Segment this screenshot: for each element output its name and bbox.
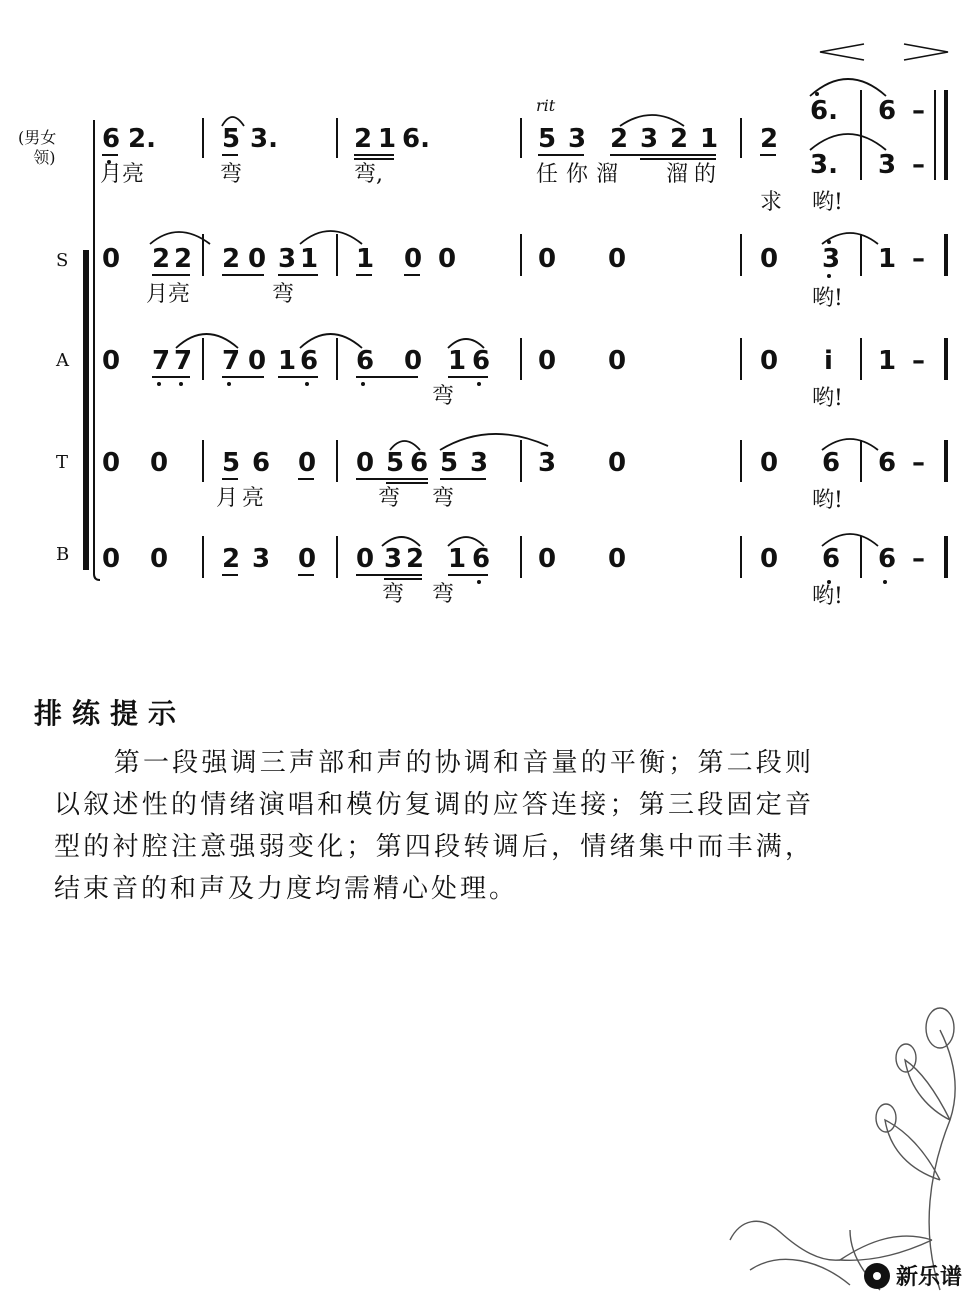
note: 0	[356, 448, 375, 478]
lyric: 弯	[432, 582, 455, 607]
note: 0	[102, 544, 121, 574]
note: 6	[356, 346, 375, 376]
note: –	[912, 96, 925, 126]
lyric: 溜的	[666, 162, 723, 187]
lyric: 弯,	[354, 162, 383, 187]
note: 6	[410, 448, 429, 478]
note: 0	[538, 244, 557, 274]
note: 0	[102, 346, 121, 376]
note: 3	[878, 150, 897, 180]
note: 3	[278, 244, 297, 274]
note: 6	[252, 448, 271, 478]
final-barline	[944, 440, 948, 482]
part-label-t: T	[56, 452, 69, 473]
lyric: 哟!	[812, 286, 843, 311]
note: –	[912, 150, 925, 180]
note: 0	[760, 448, 779, 478]
note: 2	[174, 244, 193, 274]
lyric: 哟!	[812, 386, 843, 411]
barline	[860, 90, 862, 180]
tips-heading: 排练提示	[34, 697, 187, 730]
note: 6	[300, 346, 319, 376]
lyric: 任你溜	[536, 162, 627, 187]
slur	[150, 232, 210, 244]
note: 0	[404, 346, 423, 376]
note: 5	[222, 124, 241, 154]
note: 0	[538, 346, 557, 376]
note: 0	[404, 244, 423, 274]
note: 0	[102, 448, 121, 478]
barline	[860, 234, 862, 276]
note: 0	[608, 448, 627, 478]
note: 2	[222, 544, 241, 574]
note: 5	[222, 448, 241, 478]
lyric: 弯	[432, 384, 455, 409]
lyric: 哟!	[812, 584, 843, 609]
note: 2	[610, 124, 629, 154]
note: 2	[670, 124, 689, 154]
dynamics-marks	[814, 40, 954, 64]
barline	[860, 536, 862, 578]
barline	[336, 338, 338, 380]
final-barline	[934, 90, 936, 180]
lead-label: (男女 领)	[18, 128, 57, 167]
note: 0	[150, 544, 169, 574]
part-label-s: S	[56, 250, 69, 271]
lyric: 弯	[220, 162, 243, 187]
note: –	[912, 346, 925, 376]
note: 2	[760, 124, 779, 154]
note: 2	[222, 244, 241, 274]
note: 1	[878, 244, 897, 274]
barline	[202, 234, 204, 276]
note: 6	[102, 124, 121, 154]
final-barline	[944, 90, 948, 180]
note: 0	[356, 544, 375, 574]
note: 1	[378, 124, 397, 154]
slur	[810, 79, 886, 96]
barline	[336, 536, 338, 578]
note: 0	[150, 448, 169, 478]
note: 0	[760, 244, 779, 274]
lyric: 求	[760, 190, 783, 215]
watermark-text: 新乐谱	[895, 1265, 962, 1290]
note: 6	[878, 448, 897, 478]
note: 0	[438, 244, 457, 274]
barline	[740, 440, 742, 482]
barline	[202, 338, 204, 380]
note: 1	[356, 244, 375, 274]
barline	[520, 338, 522, 380]
note: –	[912, 448, 925, 478]
note: 0	[298, 544, 317, 574]
note: 0	[298, 448, 317, 478]
rit-mark: rit	[536, 96, 556, 115]
note: 0	[608, 346, 627, 376]
note: 6.	[810, 96, 838, 126]
note: 3	[384, 544, 403, 574]
barline	[740, 234, 742, 276]
final-barline	[944, 536, 948, 578]
note: 2.	[128, 124, 156, 154]
note: 6	[472, 544, 491, 574]
note: 0	[608, 544, 627, 574]
barline	[336, 234, 338, 276]
slur	[810, 134, 886, 150]
lyric: 月亮	[100, 162, 145, 187]
note: 1	[448, 544, 467, 574]
note: 6.	[402, 124, 430, 154]
barline	[336, 440, 338, 482]
barline	[520, 536, 522, 578]
note: i	[824, 346, 833, 376]
barline	[202, 536, 204, 578]
tips-paragraph: 第一段强调三声部和声的协调和音量的平衡；第二段则以叙述性的情绪演唱和模仿复调的应答连接；第三段固定音型的衬腔注意强弱变化；第四段转调后，情绪集中而丰满，结束音的和声及力度均需精心处理。	[54, 748, 814, 904]
note: 7	[222, 346, 241, 376]
note: –	[912, 544, 925, 574]
barline	[740, 118, 742, 158]
note: 1	[700, 124, 719, 154]
note: 0	[608, 244, 627, 274]
note: 7	[152, 346, 171, 376]
note: 0	[538, 544, 557, 574]
barline	[336, 118, 338, 158]
note: 2	[354, 124, 373, 154]
note: 3	[822, 244, 841, 274]
note: 0	[760, 544, 779, 574]
floral-ornament-icon	[720, 1000, 976, 1299]
part-label-a: A	[56, 350, 69, 371]
note: 0	[248, 346, 267, 376]
lyric: 月亮	[146, 282, 191, 307]
note: 0	[248, 244, 267, 274]
barline	[860, 338, 862, 380]
note: 3	[568, 124, 587, 154]
note: 0	[102, 244, 121, 274]
note: 1	[878, 346, 897, 376]
lyric: 弯	[382, 582, 405, 607]
note: 3.	[810, 150, 838, 180]
note: 1	[448, 346, 467, 376]
note: 5	[386, 448, 405, 478]
record-disc-icon	[864, 1263, 890, 1289]
barline	[740, 338, 742, 380]
note: 3	[640, 124, 659, 154]
note: –	[912, 244, 925, 274]
note: 7	[174, 346, 193, 376]
barline	[740, 536, 742, 578]
final-barline	[944, 338, 948, 380]
part-label-b: B	[56, 544, 70, 565]
note: 3.	[250, 124, 278, 154]
note: 6	[472, 346, 491, 376]
barline	[202, 118, 204, 158]
note: 6	[822, 448, 841, 478]
note: 5	[440, 448, 459, 478]
note: 6	[878, 96, 897, 126]
note: 2	[406, 544, 425, 574]
lyric: 月亮	[216, 486, 269, 511]
note: 5	[538, 124, 557, 154]
note: 6	[822, 544, 841, 574]
final-barline	[944, 234, 948, 276]
note: 1	[278, 346, 297, 376]
note: 3	[470, 448, 489, 478]
barline	[860, 440, 862, 482]
note: 0	[760, 346, 779, 376]
lyric: 哟!	[812, 488, 843, 513]
slur	[300, 231, 362, 244]
lyric: 弯	[432, 486, 455, 511]
lyric: 弯	[378, 486, 401, 511]
note: 6	[878, 544, 897, 574]
lyric: 哟!	[812, 190, 843, 215]
barline	[520, 234, 522, 276]
note: 2	[152, 244, 171, 274]
barline	[520, 440, 522, 482]
note: 1	[300, 244, 319, 274]
lyric: 弯	[272, 282, 295, 307]
barline	[520, 118, 522, 158]
note: 3	[252, 544, 271, 574]
watermark	[864, 1260, 962, 1291]
note: 3	[538, 448, 557, 478]
barline	[202, 440, 204, 482]
